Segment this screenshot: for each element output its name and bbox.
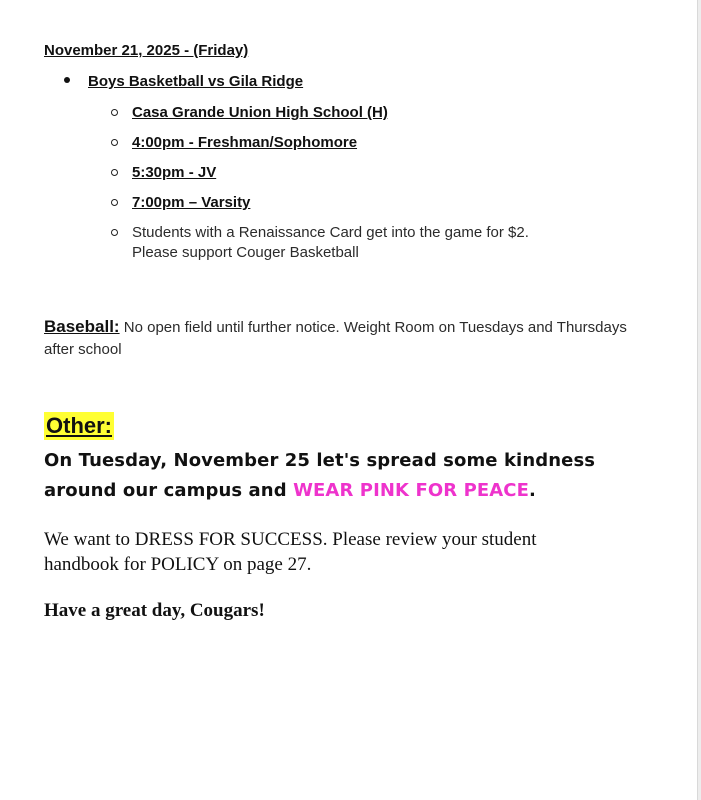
- list-item: [110, 103, 610, 123]
- hollow-bullet-icon: [111, 139, 118, 146]
- kindness-announcement: [44, 446, 604, 506]
- event-note-line2: Please support Couger Basketball: [132, 244, 359, 261]
- hollow-bullet-icon: [111, 109, 118, 116]
- closing-line: Have a great day, Cougars!: [44, 600, 265, 621]
- dress-code-notice: We want to DRESS FOR SUCCESS. Please review your student handbook for POLICY on page 27.: [44, 529, 537, 575]
- list-item: [110, 193, 610, 213]
- event-location: Casa Grande Union High School (H): [132, 104, 388, 121]
- baseball-section: [44, 316, 644, 361]
- list-item: [110, 223, 610, 263]
- baseball-label: Baseball:: [44, 317, 120, 336]
- date-heading: November 21, 2025 - (Friday): [44, 42, 249, 59]
- kindness-end: .: [529, 480, 536, 501]
- event-time-freshman: 4:00pm - Freshman/Sophomore: [132, 134, 358, 151]
- event-note-line1: Students with a Renaissance Card get into the game for $2.: [132, 224, 529, 241]
- hollow-bullet-icon: [111, 199, 118, 206]
- list-item: [110, 163, 610, 183]
- event-bullet: [64, 73, 303, 90]
- event-time-jv: 5:30pm - JV: [132, 164, 217, 181]
- event-details-list: [110, 103, 610, 273]
- hollow-bullet-icon: [111, 169, 118, 176]
- event-title: Boys Basketball vs Gila Ridge: [88, 73, 304, 90]
- bullet-dot-icon: [64, 77, 70, 83]
- other-heading: Other:: [46, 413, 112, 438]
- baseball-text: No open field until further notice. Weight Room on Tuesdays and Thursdays after school: [44, 319, 627, 358]
- kindness-text: On Tuesday, November 25 let's spread some kindness around our campus and: [44, 450, 596, 501]
- wear-pink-highlight: WEAR PINK FOR PEACE: [293, 480, 529, 501]
- event-time-varsity: 7:00pm – Varsity: [132, 194, 251, 211]
- list-item: [110, 133, 610, 153]
- hollow-bullet-icon: [111, 229, 118, 236]
